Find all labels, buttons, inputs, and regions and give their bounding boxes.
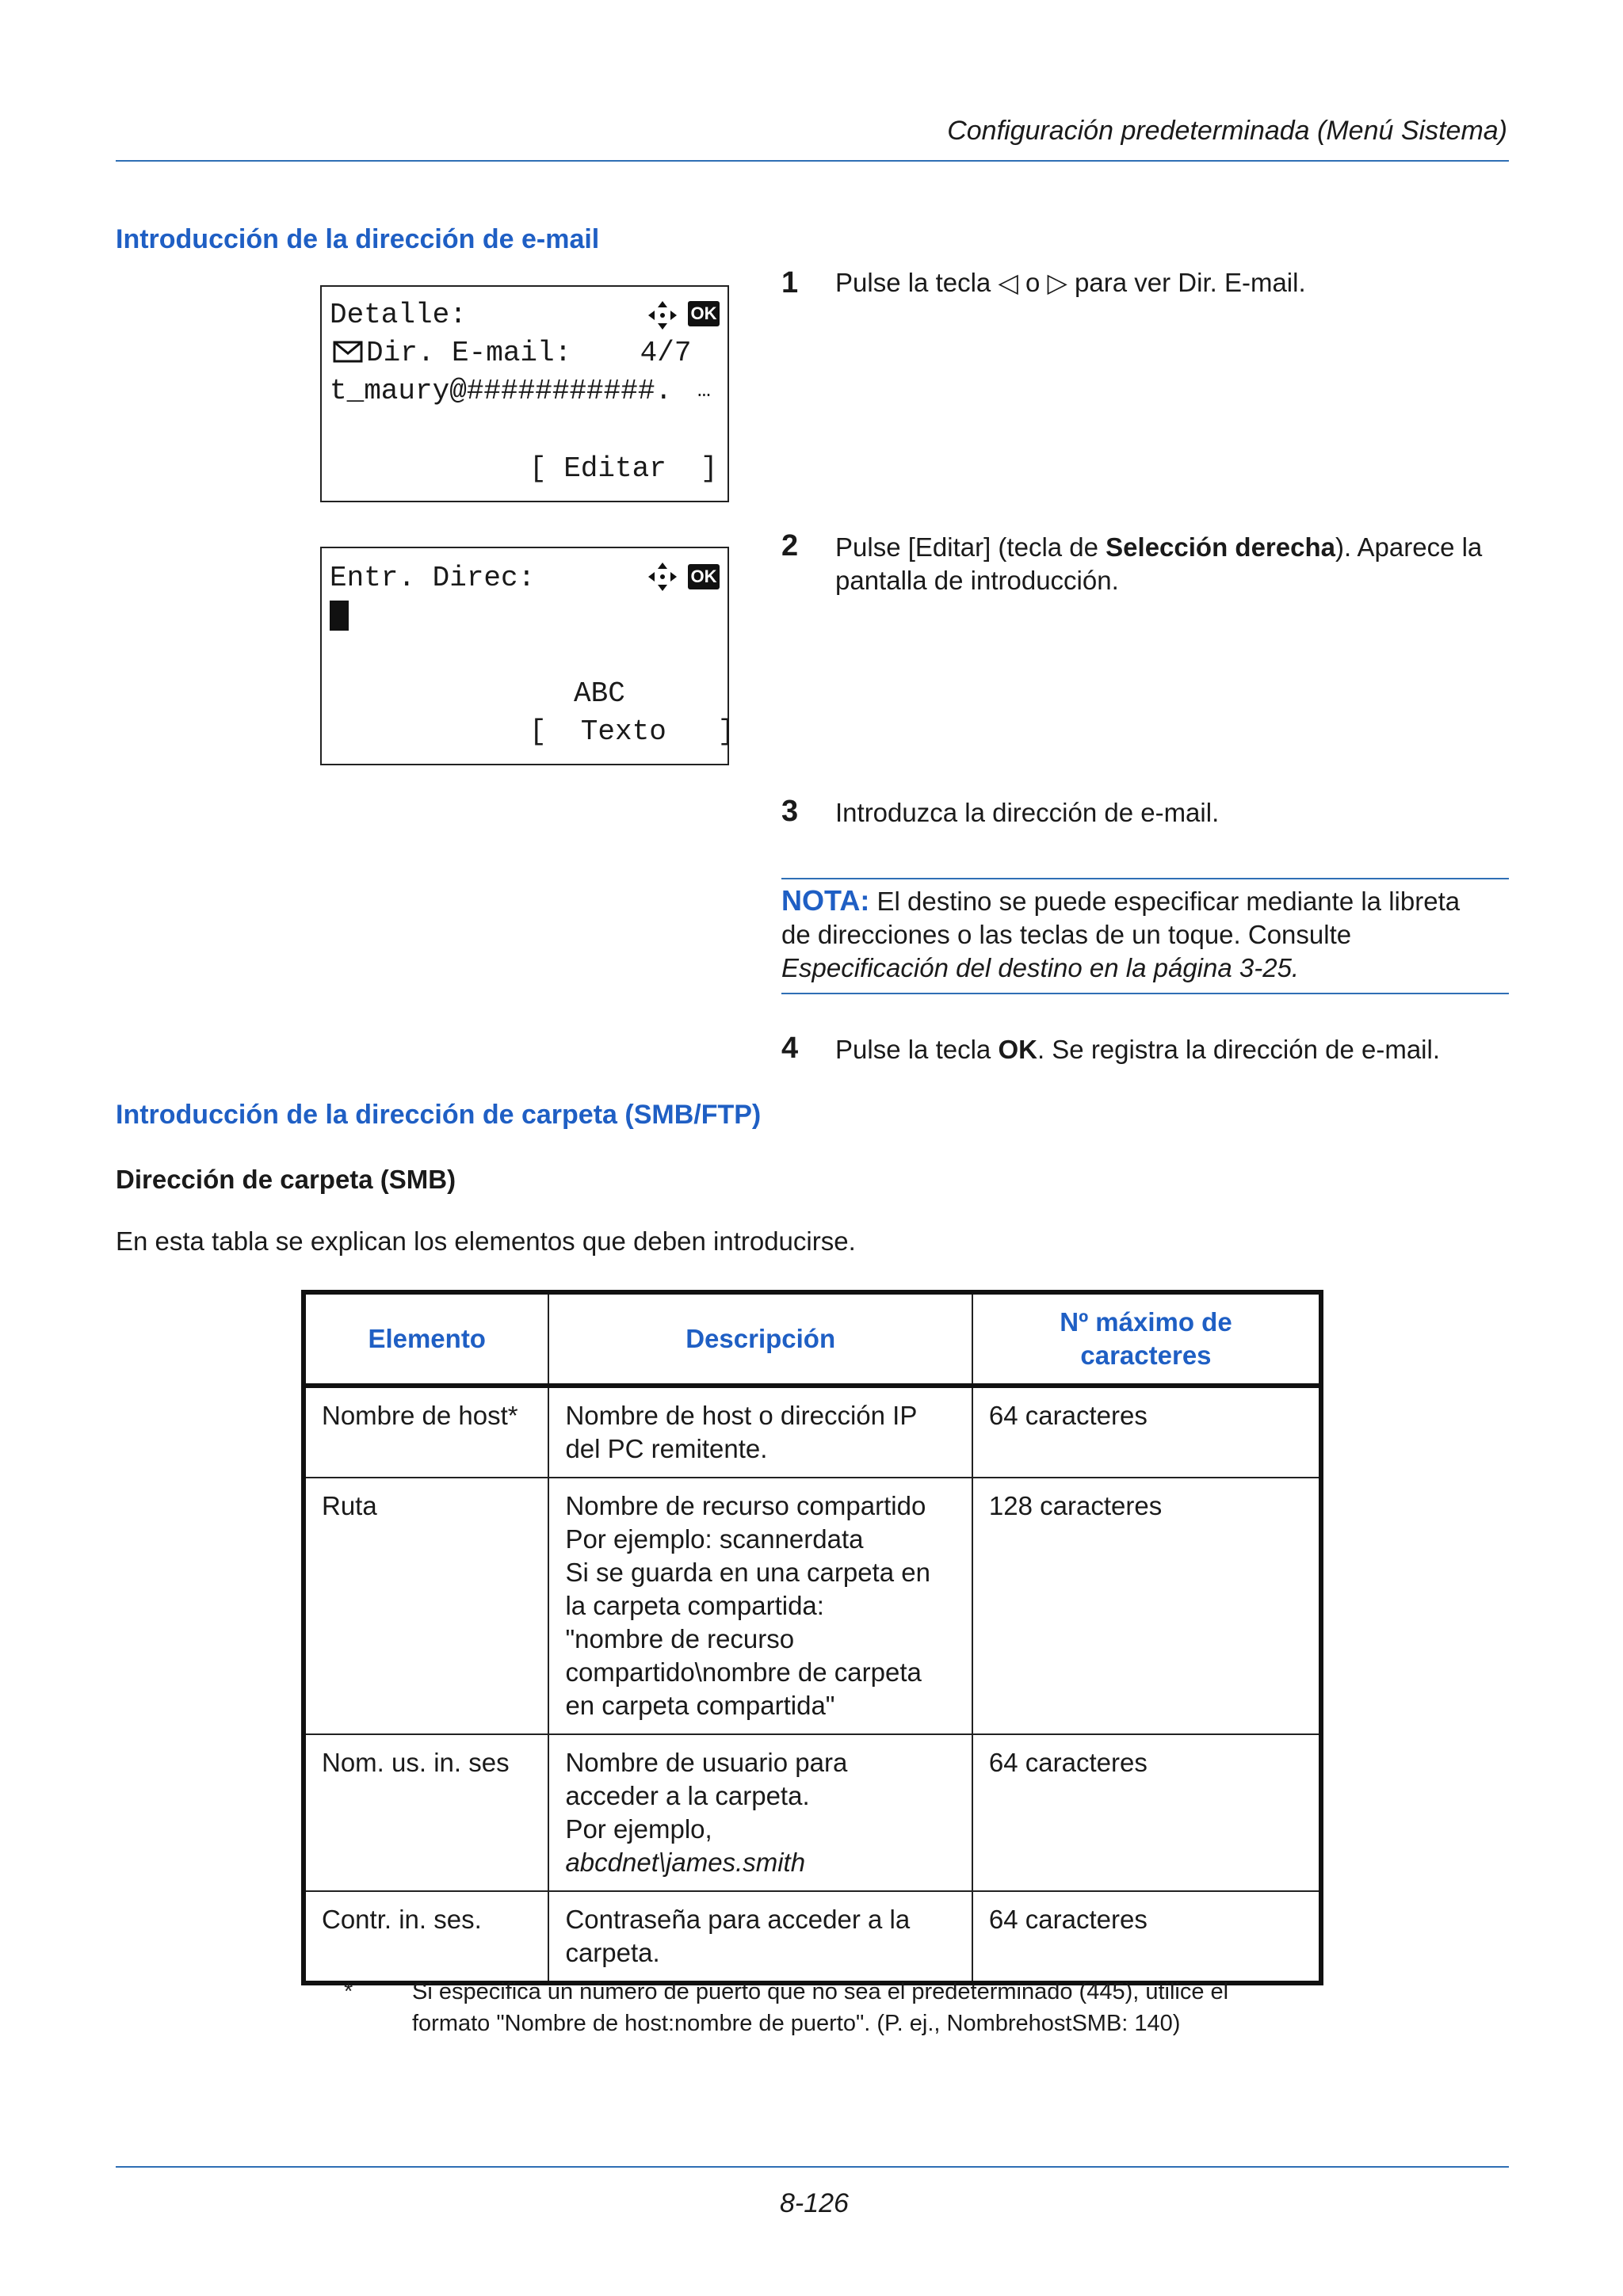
section-title-folder: Introducción de la dirección de carpeta (SMB/FTP) — [116, 1100, 762, 1130]
column-header-element: Elemento — [304, 1292, 548, 1386]
section-title-email: Introducción de la dirección de e-mail — [116, 224, 600, 254]
running-header: Configuración predeterminada (Menú Sistema) — [947, 116, 1507, 146]
table-row — [304, 1386, 1321, 1478]
footnote-text: Si especifica un número de puerto que no sea el predeterminado (445), utilice el formato "Nombre de host:nombre de puerto". (P. ej., NombrehostSMB: 140) — [412, 1979, 1229, 2036]
step-number: 3 — [781, 795, 799, 828]
cell-max: 128 caracteres — [972, 1478, 1321, 1734]
subsection-title-smb: Dirección de carpeta (SMB) — [116, 1165, 456, 1194]
step-text: Pulse [Editar] (tecla de Selección derecha). Aparece la pantalla de introducción. — [835, 532, 1483, 595]
cell-description: Contraseña para acceder a la carpeta. — [548, 1891, 972, 1983]
cell-item: Nom. us. in. ses — [304, 1734, 548, 1891]
step-number: 2 — [781, 529, 799, 563]
table-row — [304, 1478, 1321, 1734]
cell-max: 64 caracteres — [972, 1734, 1321, 1891]
cell-max: 64 caracteres — [972, 1386, 1321, 1478]
ok-icon: OK — [688, 301, 720, 326]
cell-item: Nombre de host* — [304, 1386, 548, 1478]
note-bottom-rule — [781, 993, 1509, 994]
lcd-screen-detail — [320, 285, 729, 502]
cell-description: Nombre de recurso compartido Por ejemplo: scannerdata Si se guarda en una carpeta en la carpeta compartida: "nombre de recurso compartido\nombre de carpeta en carpeta compartida" — [548, 1478, 972, 1734]
note-box: NOTA: El destino se puede especificar mediante la libreta de direcciones o las teclas de un toque. Consulte Especificación del destino en la página 3-25. — [781, 884, 1461, 982]
step-number: 4 — [781, 1032, 799, 1065]
lcd-softkey-edit: [ Editar ] — [529, 452, 718, 485]
column-header-max-chars: Nº máximo de caracteres — [972, 1292, 1321, 1386]
lcd-softkey-text: [ Texto ] — [529, 715, 735, 748]
step-text: Introduzca la dirección de e-mail. — [835, 798, 1220, 827]
lcd-ellipsis: … — [697, 379, 711, 403]
folder-address-table — [301, 1290, 1323, 1985]
step-number: 1 — [781, 266, 799, 299]
table-row — [304, 1891, 1321, 1983]
four-way-arrow-icon — [647, 561, 678, 593]
page-number: 8-126 — [780, 2188, 849, 2218]
footer-rule — [116, 2166, 1509, 2168]
step-text: Pulse la tecla ◁ o ▷ para ver Dir. E-mail. — [835, 268, 1306, 297]
lcd-input-mode: ABC — [574, 677, 625, 710]
table-intro-text: En esta tabla se explican los elementos que deben introducirse. — [116, 1226, 856, 1256]
footnote-mark: * — [344, 1979, 353, 2004]
cell-item: Contr. in. ses. — [304, 1891, 548, 1983]
cell-item: Ruta — [304, 1478, 548, 1734]
header-rule — [116, 160, 1509, 162]
envelope-icon — [333, 341, 363, 363]
cell-max: 64 caracteres — [972, 1891, 1321, 1983]
four-way-arrow-icon — [647, 299, 678, 331]
lcd-line-value: t_maury@###########. — [330, 375, 673, 407]
cell-description: Nombre de usuario para acceder a la carpeta. Por ejemplo, abcdnet\james.smith — [548, 1734, 972, 1891]
ok-icon: OK — [688, 564, 720, 589]
text-cursor — [330, 601, 349, 631]
note-top-rule — [781, 878, 1509, 879]
note-label: NOTA: — [781, 884, 870, 917]
column-header-description: Descripción — [548, 1292, 972, 1386]
step-text: Pulse la tecla OK. Se registra la dirección de e-mail. — [835, 1035, 1441, 1064]
lcd-line-title: Entr. Direc: — [330, 562, 536, 594]
table-row — [304, 1734, 1321, 1891]
lcd-line-title: Detalle: — [330, 299, 467, 331]
cell-description: Nombre de host o dirección IP del PC remitente. — [548, 1386, 972, 1478]
lcd-screen-entry — [320, 547, 735, 765]
lcd-line-field: Dir. E-mail: 4/7 — [366, 337, 692, 369]
